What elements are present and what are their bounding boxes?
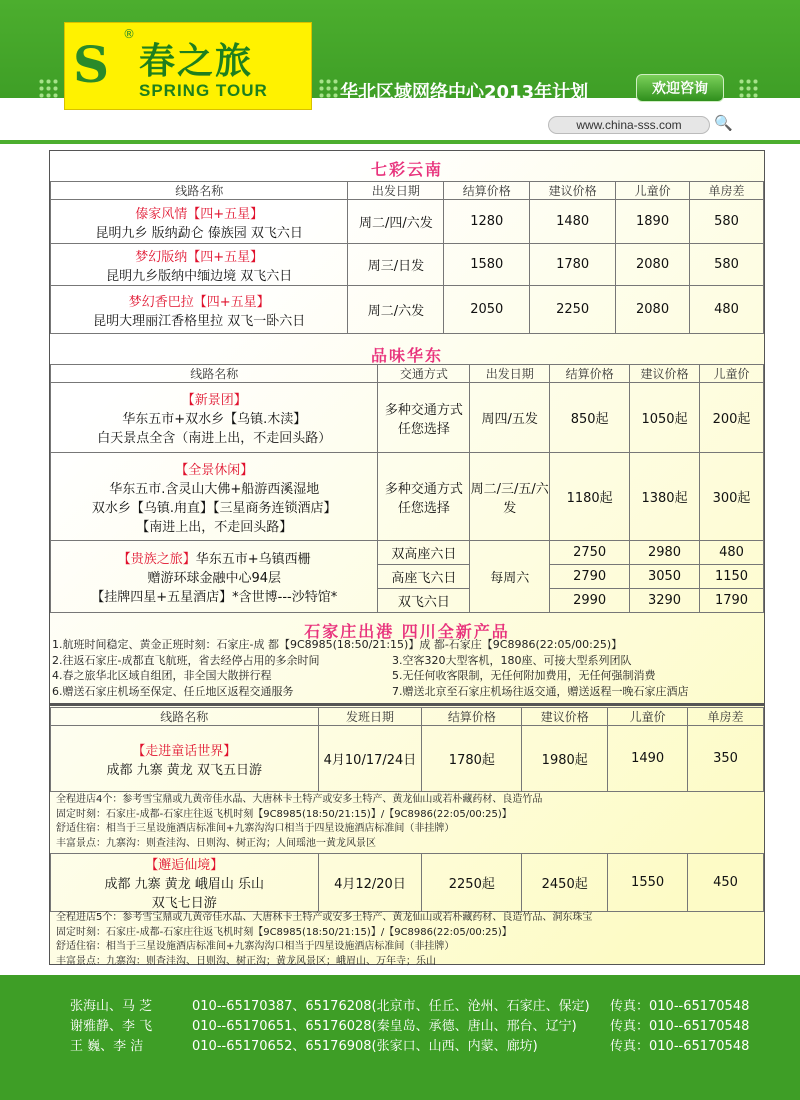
settle-price: 2790 [550,565,630,589]
route-details [56,793,542,851]
single-supplement: 350 [688,726,764,792]
transport: 双高座六日 [378,541,470,565]
depart-date: 周四/五发 [470,383,550,453]
note-line: 1.航班时间稳定、黄金正班时刻：石家庄-成 都【9C8985(18:50/21:15)】成 都-石家庄【9C8986(22:05/00:25)】 [52,638,623,651]
col-header: 线路名称 [51,708,319,726]
detail-line: 舒适住宿：相当于三星设施酒店标准间+九寨沟沟口相当于四星设施酒店标准间（非挂牌） [56,823,455,834]
contact-phones: 010--65170387、65176208(北京市、任丘、沧州、石家庄、保定) [192,999,590,1014]
section-title-sichuan: 石家庄出港 四川全新产品 [304,622,510,641]
col-header: 单房差 [690,182,764,200]
route-desc: 华东五市+乌镇西栅 [195,552,311,567]
header-divider [0,140,800,144]
route-desc: 昆明九乡版纳中缅边境 双飞六日 [106,268,293,284]
sichuan-table [50,707,764,792]
transport: 多种交通方式任您选择 [378,383,470,453]
col-header: 儿童价 [616,182,690,200]
suggest-price: 1980起 [522,726,608,792]
contact-row [70,1035,538,1054]
settle-price: 1580 [444,244,530,286]
search-icon[interactable]: 🔍 [714,114,733,132]
table-row [51,244,764,286]
child-price: 2080 [616,244,690,286]
yunnan-table [50,181,764,334]
note-line: 4.春之旅华北区域自组团，非全国大散拼行程 [52,669,272,682]
col-header: 建议价格 [630,365,700,383]
settle-price: 2250起 [422,854,522,912]
settle-price: 850起 [550,383,630,453]
route-desc: 【挂牌四星+五星酒店】*含世博---沙特馆* [91,590,338,605]
contact-row [70,1015,577,1034]
route-desc: 昆明九乡 版纳勐仑 傣族园 双飞六日 [95,225,303,241]
sichuan-table-2 [50,853,764,912]
child-price: 2080 [616,286,690,334]
table-row [51,453,764,541]
detail-line: 全程进店4个：参考雪宝鼎或九黄帝佳水晶、大唐林卡土特产或安多土特产、黄龙仙山或若朴藏药材、良造竹品 [56,794,543,805]
depart-date: 周二/六发 [348,286,444,334]
depart-date: 周三/日发 [348,244,444,286]
single-supplement: 480 [690,286,764,334]
suggest-price: 1050起 [630,383,700,453]
section-title-yunnan: 七彩云南 [370,160,443,179]
settle-price: 2750 [550,541,630,565]
route-name: 傣家风情【四+五星】 [135,206,264,222]
note-line: 5.无任何收客限制，无任何附加费用，无任何强制消费 [392,669,656,682]
contact-fax: 传真：010--65170548 [610,1019,750,1034]
col-header: 建议价格 [522,708,608,726]
detail-line: 固定时刻：石家庄-成都-石家庄往返飞机时刻【9C8985(18:50/21:15)】/【9C8986(22:05/00:25)】 [56,808,512,820]
note-line: 6.赠送石家庄机场至保定、任丘地区返程交通服务 [52,684,294,698]
child-price: 1790 [700,589,764,613]
depart-date: 每周六 [470,541,550,613]
depart-date: 周二/三/五/六发 [470,453,550,541]
route-desc: 成都 九寨 黄龙 峨眉山 乐山 [104,877,265,892]
single-supplement: 580 [690,200,764,244]
settle-price: 1180起 [550,453,630,541]
section-title-huadong: 品味华东 [370,346,443,365]
detail-line: 固定时刻：石家庄-成都-石家庄往返飞机时刻【9C8985(18:50/21:15)】/【9C8986(22:05/00:25)】 [56,926,512,938]
contact-phones: 010--65170651、65176028(秦皇岛、承德、唐山、邢台、辽宁) [192,1019,577,1034]
table-row [51,854,764,912]
contact-names: 谢雅静、李 飞 [70,1019,153,1034]
col-header: 建议价格 [530,182,616,200]
route-name: 【贵族之旅】 [117,552,196,567]
logo-english: SPRING TOUR [139,81,268,100]
col-header: 线路名称 [51,365,378,383]
contact-names: 张海山、马 芝 [70,999,153,1014]
settle-price: 1280 [444,200,530,244]
suggest-price: 1780 [530,244,616,286]
transport: 双飞六日 [378,589,470,613]
sichuan-notes [52,637,689,699]
col-header: 发班日期 [318,708,422,726]
route-name: 【全景休闲】 [175,462,254,478]
detail-line: 舒适住宿：相当于三星设施酒店标准间+九寨沟沟口相当于四星设施酒店标准间（非挂牌） [56,941,455,952]
table-row [51,726,764,792]
divider [50,703,764,706]
contact-phones: 010--65170652、65176908(张家口、山西、内蒙、廊坊) [192,1039,538,1054]
suggest-price: 3290 [630,589,700,613]
route-details [56,911,592,969]
contact-names: 王 巍、李 洁 [70,1039,144,1054]
logo [64,22,312,110]
route-desc: 【南进上出，不走回头路】 [136,519,293,535]
settle-price: 1780起 [422,726,522,792]
logo-registered: ® [123,27,135,41]
suggest-price: 2980 [630,541,700,565]
child-price: 480 [700,541,764,565]
logo-mark: S [73,35,110,94]
child-price: 1890 [616,200,690,244]
contact-row [70,995,590,1014]
col-header: 线路名称 [51,182,348,200]
contact-fax: 传真：010--65170548 [610,1039,750,1054]
header-title: 华北区域网络中心2013年计划 [340,82,589,103]
suggest-price: 2450起 [522,854,608,912]
single-supplement: 450 [688,854,764,912]
child-price: 1150 [700,565,764,589]
suggest-price: 2250 [530,286,616,334]
route-name: 【邂逅仙境】 [145,858,224,873]
child-price: 200起 [700,383,764,453]
col-header: 儿童价 [608,708,688,726]
transport: 高座飞六日 [378,565,470,589]
detail-line: 丰富景点：九寨沟：则查洼沟、日则沟、树正沟；黄龙风景区；峨眉山、万年寺；乐山 [56,955,436,967]
single-supplement: 580 [690,244,764,286]
depart-date: 4月12/20日 [318,854,422,912]
route-name: 梦幻香巴拉【四+五星】 [128,294,270,310]
main-panel [49,150,765,965]
route-desc: 昆明大理丽江香格里拉 双飞一卧六日 [93,313,306,329]
table-row [51,541,764,565]
settle-price: 2990 [550,589,630,613]
route-desc: 双飞七日游 [151,896,217,911]
route-desc: 华东五市.含灵山大佛+船游西溪湿地 [109,481,320,497]
depart-date: 周二/四/六发 [348,200,444,244]
dots-decoration [738,78,760,100]
note-line: 3.空客320大型客机，180座、可接大型系列团队 [392,653,632,667]
col-header: 交通方式 [378,365,470,383]
route-desc: 赠游环球金融中心94层 [147,571,281,586]
table-row [51,286,764,334]
huadong-table [50,364,764,613]
suggest-price: 1480 [530,200,616,244]
website-url[interactable]: www.china-sss.com [548,116,710,134]
route-desc: 双水乡【乌镇.甪直】【三星商务连锁酒店】 [91,500,337,516]
settle-price: 2050 [444,286,530,334]
depart-date: 4月10/17/24日 [318,726,422,792]
child-price: 1490 [608,726,688,792]
col-header: 结算价格 [550,365,630,383]
suggest-price: 1380起 [630,453,700,541]
col-header: 结算价格 [422,708,522,726]
contact-fax: 传真：010--65170548 [610,999,750,1014]
detail-line: 丰富景点：九寨沟：则查洼沟、日则沟、树正沟；人间瑶池一黄龙风景区 [56,837,376,849]
route-desc: 白天景点全含（南进上出，不走回头路） [97,431,332,446]
child-price: 300起 [700,453,764,541]
col-header: 出发日期 [348,182,444,200]
dots-decoration [318,78,340,100]
transport: 多种交通方式任您选择 [378,453,470,541]
col-header: 单房差 [688,708,764,726]
footer-contacts [0,975,800,1100]
note-line: 7.赠送北京至石家庄机场往返交通，赠送返程一晚石家庄酒店 [392,684,689,698]
route-name: 【新景团】 [181,393,247,408]
consult-button[interactable]: 欢迎咨询 [636,74,724,102]
route-desc: 华东五市+双水乡【乌镇.木渎】 [122,412,307,427]
route-desc: 成都 九寨 黄龙 双飞五日游 [106,762,262,778]
child-price: 1550 [608,854,688,912]
suggest-price: 3050 [630,565,700,589]
logo-chinese: 春之旅 [139,40,254,82]
table-row [51,200,764,244]
col-header: 儿童价 [700,365,764,383]
detail-line: 全程进店5个：参考雪宝鼎或九黄帝佳水晶、大唐林卡土特产或安多土特产、黄龙仙山或若朴藏药材、良造竹品、洞东珠宝 [56,912,593,923]
table-row [51,383,764,453]
col-header: 结算价格 [444,182,530,200]
dots-decoration [38,78,60,100]
route-name: 【走进童话世界】 [132,743,237,759]
route-name: 梦幻版纳【四+五星】 [135,249,264,265]
col-header: 出发日期 [470,365,550,383]
note-line: 2.往返石家庄-成都直飞航班，省去经停占用的多余时间 [52,653,320,667]
